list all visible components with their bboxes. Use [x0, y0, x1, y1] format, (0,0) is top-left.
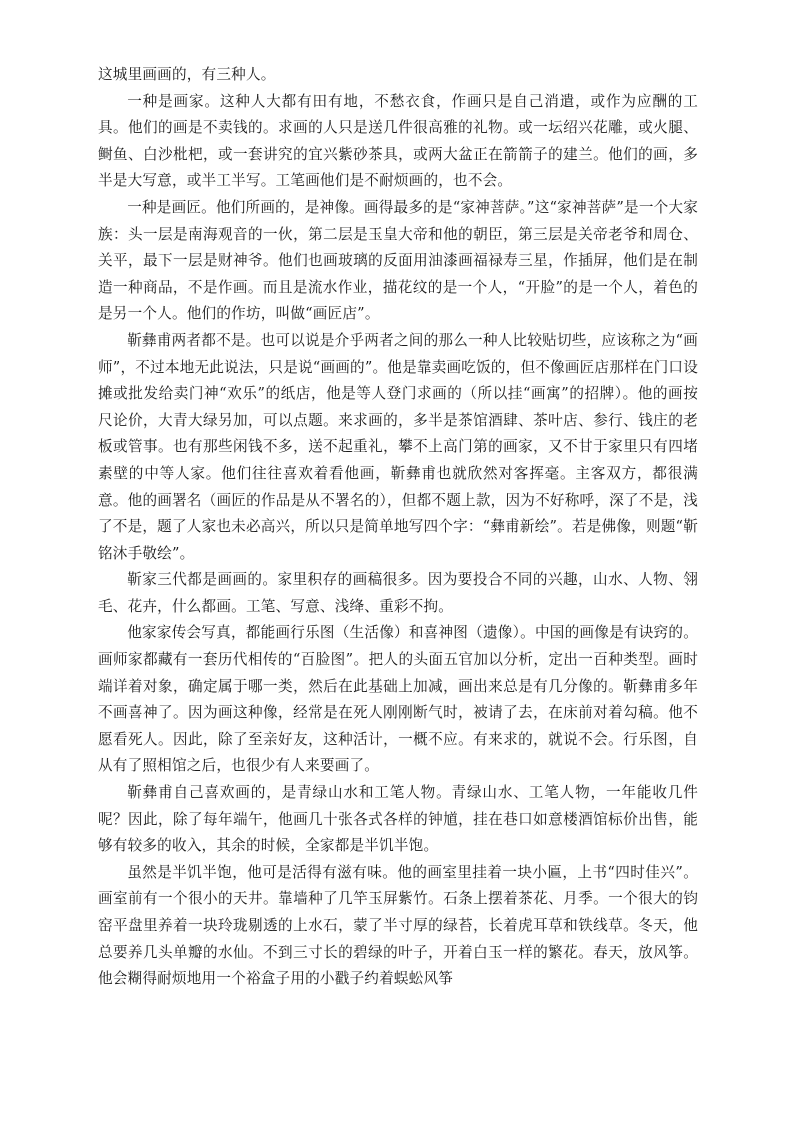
paragraph-6: 他家家传会写真，都能画行乐图（生活像）和喜神图（遗像）。中国的画像是有诀窍的。画师家都藏有一套历代相传的“百脸图”。把人的头面五官加以分析，定出一百种类型。画时端详着对象，确定属于哪一类，然后在此基础上加减，画出来总是有几分像的。靳彝甫多年不画喜神了。因为画这种像，经常是在死人刚刚断气时，被请了去，在床前对着勾稿。他不愿看死人。因此，除了至亲好友，这种活计，一概不应。有来求的，就说不会。行乐图，自从有了照相馆之后，也很少有人来要画了。	[98, 624, 698, 775]
paragraph-7: 靳彝甫自己喜欢画的，是青绿山水和工笔人物。青绿山水、工笔人物，一年能收几件呢？因此，除了每年端午，他画几十张各式各样的钟馗，挂在巷口如意楼酒馆标价出售，能够有较多的收入，其余的时候，全家都是半饥半饱。	[98, 784, 698, 855]
document-body	[98, 62, 698, 993]
paragraph-4: 靳彝甫两者都不是。也可以说是介乎两者之间的那么一种人比较贴切些，应该称之为“画师”，不过本地无此说法，只是说“画画的”。他是靠卖画吃饭的，但不像画匠店那样在门口设摊或批发给卖门神“欢乐”的纸店，他是等人登门求画的（所以挂“画寓”的招牌）。他的画按尺论价，大青大绿另加，可以点题。来求画的，多半是茶馆酒肆、茶叶店、参行、钱庄的老板或管事。也有那些闲钱不多，送不起重礼，攀不上高门第的画家，又不甘于家里只有四堵素壁的中等人家。他们往往喜欢着看他画，靳彝甫也就欣然对客挥毫。主客双方，都很满意。他的画署名（画匠的作品是从不署名的），但都不题上款，因为不好称呼，深了不是，浅了不是，题了人家也未必高兴，所以只是简单地写四个字：“彝甫新绘”。若是佛像，则题“靳铭沐手敬绘”。	[98, 331, 698, 562]
paragraph-3: 一种是画匠。他们所画的，是神像。画得最多的是“家神菩萨。”这“家神菩萨”是一个大家族：头一层是南海观音的一伙，第二层是玉皇大帝和他的朝臣，第三层是关帝老爷和周仓、关平，最下一层是财神爷。他们也画玻璃的反面用油漆画福禄寿三星，作插屏，他们是在制造一种商品，不是作画。而且是流水作业，描花纹的是一个人，“开脸”的是一个人，着色的是另一个人。他们的作坊，叫做“画匠店”。	[98, 198, 698, 323]
paragraph-8: 虽然是半饥半饱，他可是活得有滋有味。他的画室里挂着一块小匾，上书“四时佳兴”。画室前有一个很小的天井。靠墙种了几竿玉屏紫竹。石条上摆着茶花、月季。一个很大的钧窑平盘里养着一块玲珑剔透的上水石，蒙了半寸厚的绿苔，长着虎耳草和铁线草。冬天，他总要养几头单瓣的水仙。不到三寸长的碧绿的叶子，开着白玉一样的繁花。春天，放风筝。他会糊得耐烦地用一个裕盒子用的小戳子约着蜈蚣风筝	[98, 863, 698, 988]
paragraph-5: 靳家三代都是画画的。家里积存的画稿很多。因为要投合不同的兴趣，山水、人物、翎毛、花卉，什么都画。工笔、写意、浅绛、重彩不拘。	[98, 571, 698, 615]
paragraph-1: 这城里画画的，有三种人。	[98, 66, 276, 83]
paragraph-2: 一种是画家。这种人大都有田有地，不愁衣食，作画只是自己消遣，或作为应酬的工具。他们的画是不卖钱的。求画的人只是送几件很高雅的礼物。或一坛绍兴花雕，或火腿、鲥鱼、白沙枇杷，或一套讲究的宜兴紫砂茶具，或两大盆正在箭箭子的建兰。他们的画，多半是大写意，或半工半写。工笔画他们是不耐烦画的，也不会。	[98, 92, 698, 190]
